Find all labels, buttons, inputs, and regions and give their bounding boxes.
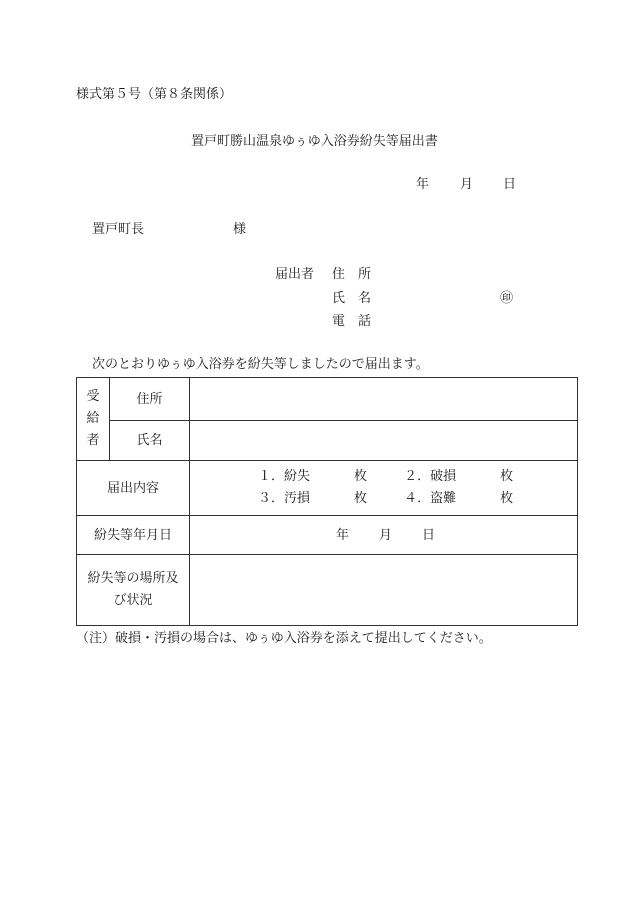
recipient-header-cell — [77, 378, 110, 461]
date-day-label: 日 — [503, 177, 517, 192]
recipient-address-label: 住所 — [110, 378, 190, 421]
loss-date-day: 日 — [422, 527, 436, 543]
table-row — [77, 555, 578, 626]
date-year-label: 年 — [416, 177, 430, 192]
place-situation-field[interactable] — [190, 555, 578, 626]
place-situation-label: 紛失等の場所及 び状況 — [77, 555, 190, 626]
recipient-char: 受 — [86, 389, 100, 404]
recipient-name-label: 氏名 — [110, 421, 190, 461]
applicant-label: 届出者 — [275, 267, 315, 282]
loss-date-month: 月 — [379, 527, 393, 543]
footnote: （注）破損・汚損の場合は、ゆぅゆ入浴券を添えて提出してください。 — [76, 631, 492, 646]
applicant-address-label: 住 所 — [332, 267, 372, 282]
applicant-name-label: 氏 名 — [332, 291, 372, 306]
table-row — [77, 461, 578, 516]
report-option-damage[interactable]: ２．破損 枚 — [404, 469, 514, 484]
addressee-name: 置戸町長 — [92, 222, 145, 237]
recipient-char: 給 — [86, 411, 100, 426]
report-option-loss[interactable]: １．紛失 枚 — [258, 469, 368, 484]
report-content-label: 届出内容 — [77, 461, 190, 516]
date-month-label: 月 — [460, 177, 474, 192]
loss-date-year: 年 — [336, 527, 350, 543]
recipient-name-field[interactable] — [190, 421, 578, 461]
addressee-honorific: 様 — [233, 222, 247, 237]
report-form-table — [76, 377, 578, 626]
table-row — [77, 516, 578, 555]
loss-date-field[interactable] — [190, 516, 578, 555]
loss-date-label: 紛失等年月日 — [77, 516, 190, 555]
report-option-theft[interactable]: ４．盗難 枚 — [404, 491, 514, 506]
recipient-address-field[interactable] — [190, 378, 578, 421]
table-row — [77, 421, 578, 461]
report-content-field[interactable] — [190, 461, 578, 516]
intro-text: 次のとおりゆぅゆ入浴券を紛失等しましたので届出ます。 — [92, 357, 429, 372]
table-row — [77, 378, 578, 421]
document-title: 置戸町勝山温泉ゆぅゆ入浴券紛失等届出書 — [191, 134, 438, 149]
applicant-phone-label: 電 話 — [332, 314, 372, 329]
seal-mark: ㊞ — [500, 291, 514, 306]
form-number: 様式第５号（第８条関係） — [76, 87, 233, 102]
report-option-soiled[interactable]: ３．汚損 枚 — [258, 491, 368, 506]
recipient-char: 者 — [86, 433, 100, 448]
